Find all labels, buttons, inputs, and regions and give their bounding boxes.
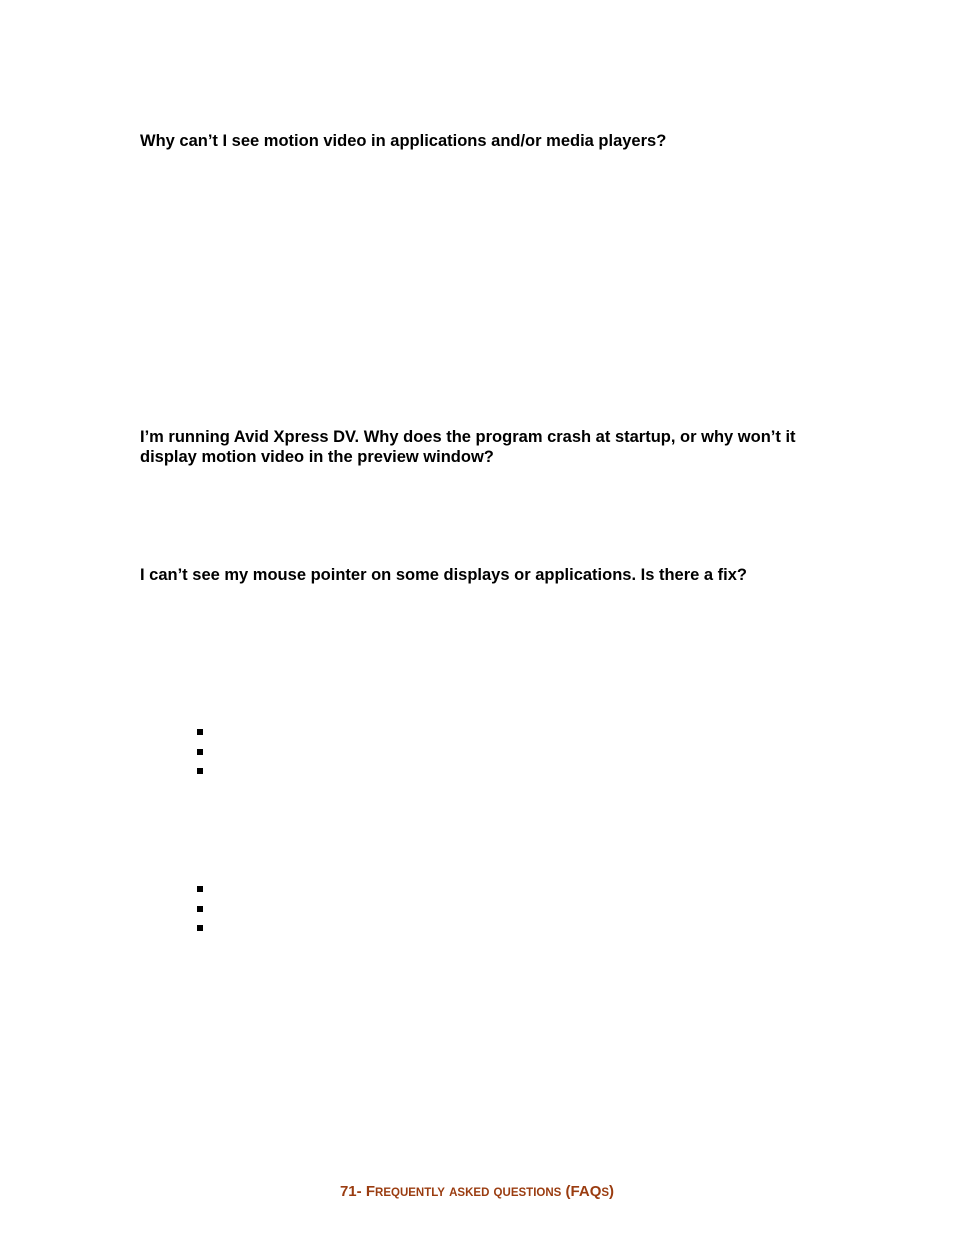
page-number: 71- <box>339 1183 362 1200</box>
bullet-list <box>197 729 203 788</box>
faq-question-mouse-pointer: I can’t see my mouse pointer on some displays or applications. Is there a fix? <box>140 566 748 584</box>
bullet-icon <box>197 768 203 774</box>
bullet-list <box>197 886 203 945</box>
page-footer <box>0 1183 954 1200</box>
bullet-icon <box>197 925 203 931</box>
bullet-icon <box>197 906 203 912</box>
bullet-icon <box>197 886 203 892</box>
faq-question-avid-xpress: I’m running Avid Xpress DV. Why does the program crash at startup, or why won’t it display motion video in the preview window? <box>140 428 796 466</box>
faq-question-motion-video: Why can’t I see motion video in applications and/or media players? <box>140 132 667 150</box>
section-title: FREQUENTLY ASKED QUESTIONS (FAQS) <box>365 1183 615 1200</box>
bullet-icon <box>197 749 203 755</box>
bullet-icon <box>197 729 203 735</box>
